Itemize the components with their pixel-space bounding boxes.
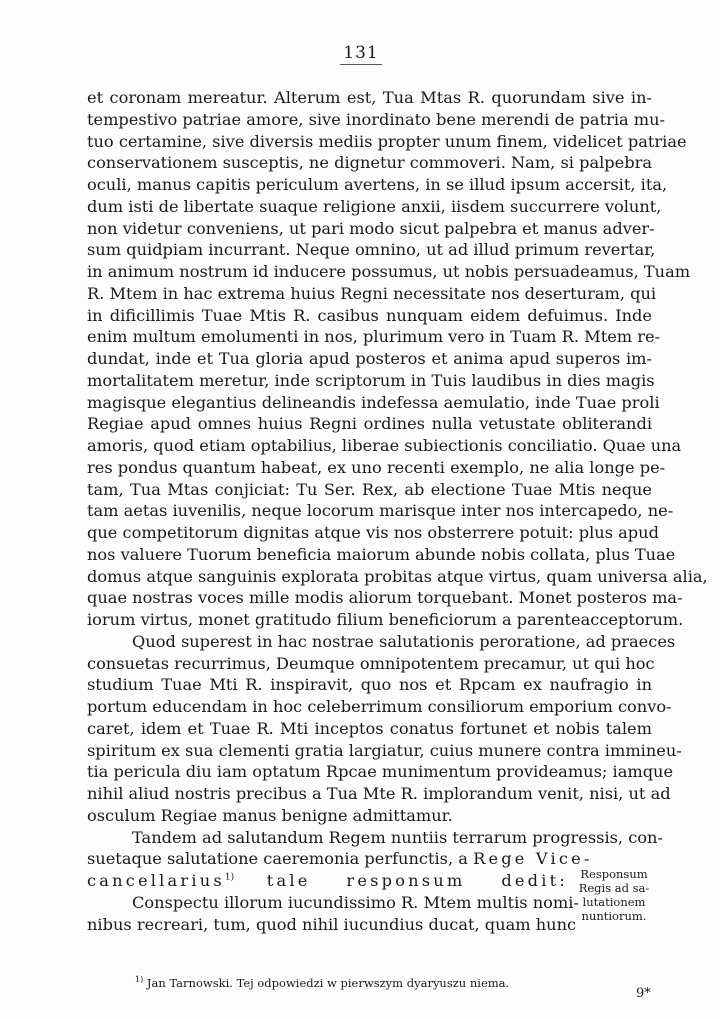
page-number: 131 [340,44,382,65]
text-line: mortalitatem meretur, inde scriptorum in Tuis laudibus in dies magis [87,370,655,390]
text-line: tuo certamine, sive diversis mediis propter unum finem, videlicet patriae [87,131,687,151]
text-line: que competitorum dignitas atque vis nos obsterrere potuit: plus apud [87,523,659,542]
text-line-beside-margin-note: nibus recreari, tum, quod nihil iucundius ducat, quam hunc [87,914,577,934]
text-line: enim multum emolumenti in nos, plurimum vero in Tuam R. Mtem re- [87,327,661,347]
main-text-block [87,87,708,935]
text-line: studium Tuae Mti R. inspiravit, quo nos et Rpcam ex naufragio in [87,675,652,695]
text-line: sum quidpiam incurrant. Neque omnino, ut ad illud primum revertar, [87,240,656,260]
text-line: caret, idem et Tuae R. Mti inceptos conatus fortunet et nobis talem [87,718,652,738]
paragraph-first-line: Conspectu illorum iucundissimo R. Mtem multis nomi- [132,892,579,912]
margin-note [575,867,653,923]
text-line: tempestivo patriae amore, sive inordinato bene merendi de patria mu- [87,109,666,129]
text-line: domus atque sanguinis explorata probitas atque virtus, quam universa alia, [87,566,708,586]
text-line: spiritum ex sua clementi gratia largiatur, cuius munere contra immineu- [87,740,682,760]
paragraph-last-line: iorum virtus, monet gratitudo filium beneficiorum a parenteacceptorum. [87,610,684,629]
text-line: conservationem susceptis, ne dignetur commoveri. Nam, si palpebra [87,153,652,173]
text-line: in dificillimis Tuae Mtis R. casibus nunquam eidem defuimus. Inde [87,305,652,325]
spaced-speaker-title: cancellarius [87,871,225,890]
text-line: res pondus quantum habeat, ex uno recenti exemplo, ne alia longe pe- [87,457,666,477]
margin-note-line: Responsum [580,867,648,881]
margin-note-line: nuntiorum. [581,909,647,923]
printer-signature-mark: 9* [636,986,651,1001]
text-line: amoris, quod etiam optabilius, liberae subiectionis conciliatio. Quae una [87,436,682,455]
text-line-beside-margin-note [87,870,568,892]
spaced-text: Rege Vice- [473,849,593,869]
text-line: consuetas recurrimus, Deumque omnipotentem precamur, ut qui hoc [87,653,655,673]
footnote-marker: 1) [135,975,144,984]
margin-note-line: Regis ad sa- [578,881,650,895]
footnote-reference: 1) [224,872,235,883]
text-line: magisque elegantius delineandis indefessa aemulatio, inde Tuae proli [87,392,660,412]
text-line: nos valuere Tuorum beneficia maiorum abunde nobis collata, plus Tuae [87,544,676,564]
text-line: nihil aliud nostris precibus a Tua Mte R. implorandum venit, nisi, ut ad [87,784,671,803]
text-line: non videtur conveniens, ut pari modo sicut palpebra et manus adver- [87,218,655,238]
paragraph-last-line: osculum Regiae manus benigne admittamur. [87,805,453,825]
margin-note-line: lutationem [582,895,646,909]
text-line: in animum nostrum id inducere possumus, ut nobis persuadeamus, Tuam [87,262,691,281]
text-line: R. Mtem in hac extrema huius Regni necessitate nos deserturam, qui [87,283,657,303]
spaced-text: tale responsum dedit: [266,871,568,890]
text-line: dum isti de libertate suaque religione anxii, iisdem succurrere volunt, [87,196,662,216]
text-line: dundat, inde et Tua gloria apud posteros et anima apud superos im- [87,349,652,368]
footnote-text: Jan Tarnowski. Tej odpowiedzi w pierwszym dyaryuszu niema. [146,975,510,990]
text-line: portum educendam in hoc celeberrimum consiliorum emporium convo- [87,697,672,716]
text-line: tam, Tua Mtas conjiciat: Tu Ser. Rex, ab electione Tuae Mtis neque [87,479,652,499]
text-line: oculi, manus capitis periculum avertens, in se illud ipsum accersit, ita, [87,175,668,194]
paragraph-first-line: Tandem ad salutandum Regem nuntiis terrarum progressis, con- [132,827,663,847]
text-line: quae nostras voces mille modis aliorum torquebant. Monet posteros ma- [87,588,683,608]
footnote [135,973,509,990]
text-line-beside-margin-note: suetaque salutatione caeremonia perfunctis, a Rege Vice- [87,849,593,869]
text-line: Regiae apud omnes huius Regni ordines nulla vetustate obliterandi [87,414,652,434]
paragraph-first-line: Quod superest in hac nostrae salutationis peroratione, ad praeces [132,631,676,651]
text-line: tia pericula diu iam optatum Rpcae munimentum provideamus; iamque [87,762,674,782]
text-line: et coronam mereatur. Alterum est, Tua Mtas R. quorundam sive in- [87,88,652,107]
text-line: tam aetas iuvenilis, neque locorum marisque inter nos intercapedo, ne- [87,501,674,521]
